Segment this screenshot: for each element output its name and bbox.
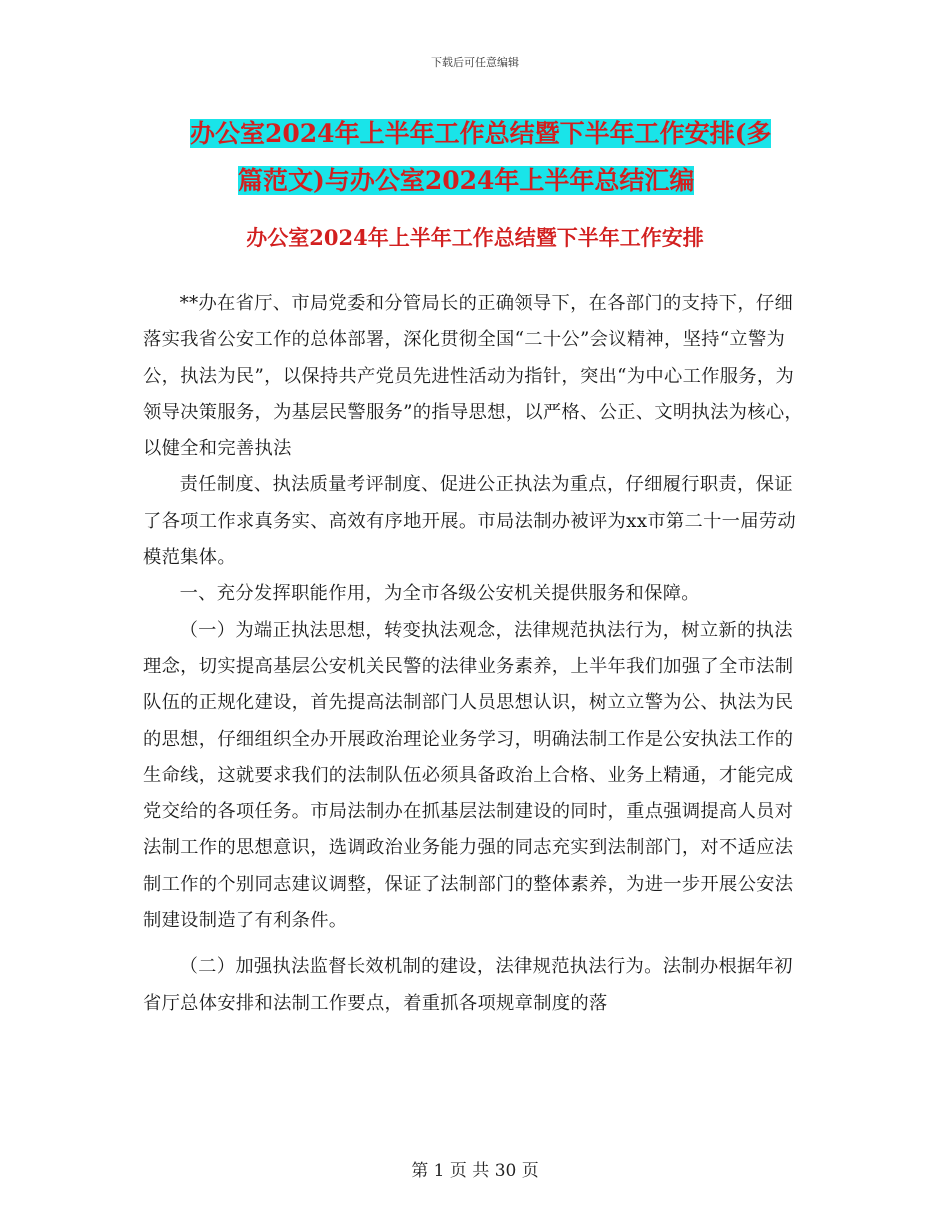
paragraph: （一）为端正执法思想，转变执法观念，法律规范执法行为，树立新的执法理念，切实提高基层公安机关民警的法律业务素养，上半年我们加强了全市法制队伍的正规化建设，首先提高法制部门人员思想认识，树立立警为公、执法为民的思想，仔细组织全办开展政治理论业务学习，明确法制工作是公安执法工作的生命线，这就要求我们的法制队伍必须具备政治上合格、业务上精通，才能完成党交给的各项任务。市局法制办在抓基层法制建设的同时，重点强调提高人员对法制工作的思想意识，选调政治业务能力强的同志充实到法制部门，对不适应法制工作的个别同志建议调整，保证了法制部门的整体素养，为进一步开展公安法制建设制造了有利条件。 <box>143 619 794 932</box>
title-line-2-text: 篇范文)与办公室2024年上半年总结汇编 <box>238 166 695 195</box>
paragraph: 一、充分发挥职能作用，为全市各级公安机关提供服务和保障。 <box>179 583 700 605</box>
document-title <box>190 110 810 204</box>
title-line-1 <box>190 110 810 157</box>
section-title: 办公室2024年上半年工作总结暨下半年工作安排 <box>246 225 704 250</box>
paragraph: （二）加强执法监督长效机制的建设，法律规范执法行为。法制办根据年初省厅总体安排和法制工作要点，着重抓各项规章制度的落 <box>143 956 793 1014</box>
title-line-2 <box>190 157 810 204</box>
page-footer: 第 1 页 共 30 页 <box>411 1161 539 1181</box>
header-note: 下载后可任意编辑 <box>431 56 519 69</box>
title-line-1-text: 办公室2024年上半年工作总结暨下半年工作安排(多 <box>190 119 772 148</box>
paragraph: **办在省厅、市局党委和分管局长的正确领导下，在各部门的支持下，仔细落实我省公安工作的总体部署，深化贯彻全国“二十公”会议精神，坚持“立警为公，执法为民”，以保持共产党员先进性活动为指针，突出“为中心工作服务，为领导决策服务，为基层民警服务”的指导思想，以严格、公正、文明执法为核心，以健全和完善执法 <box>143 293 803 460</box>
body-text <box>143 286 803 1022</box>
paragraph: 责任制度、执法质量考评制度、促进公正执法为重点，仔细履行职责，保证了各项工作求真务实、高效有序地开展。市局法制办被评为xx市第二十一届劳动模范集体。 <box>143 474 796 569</box>
